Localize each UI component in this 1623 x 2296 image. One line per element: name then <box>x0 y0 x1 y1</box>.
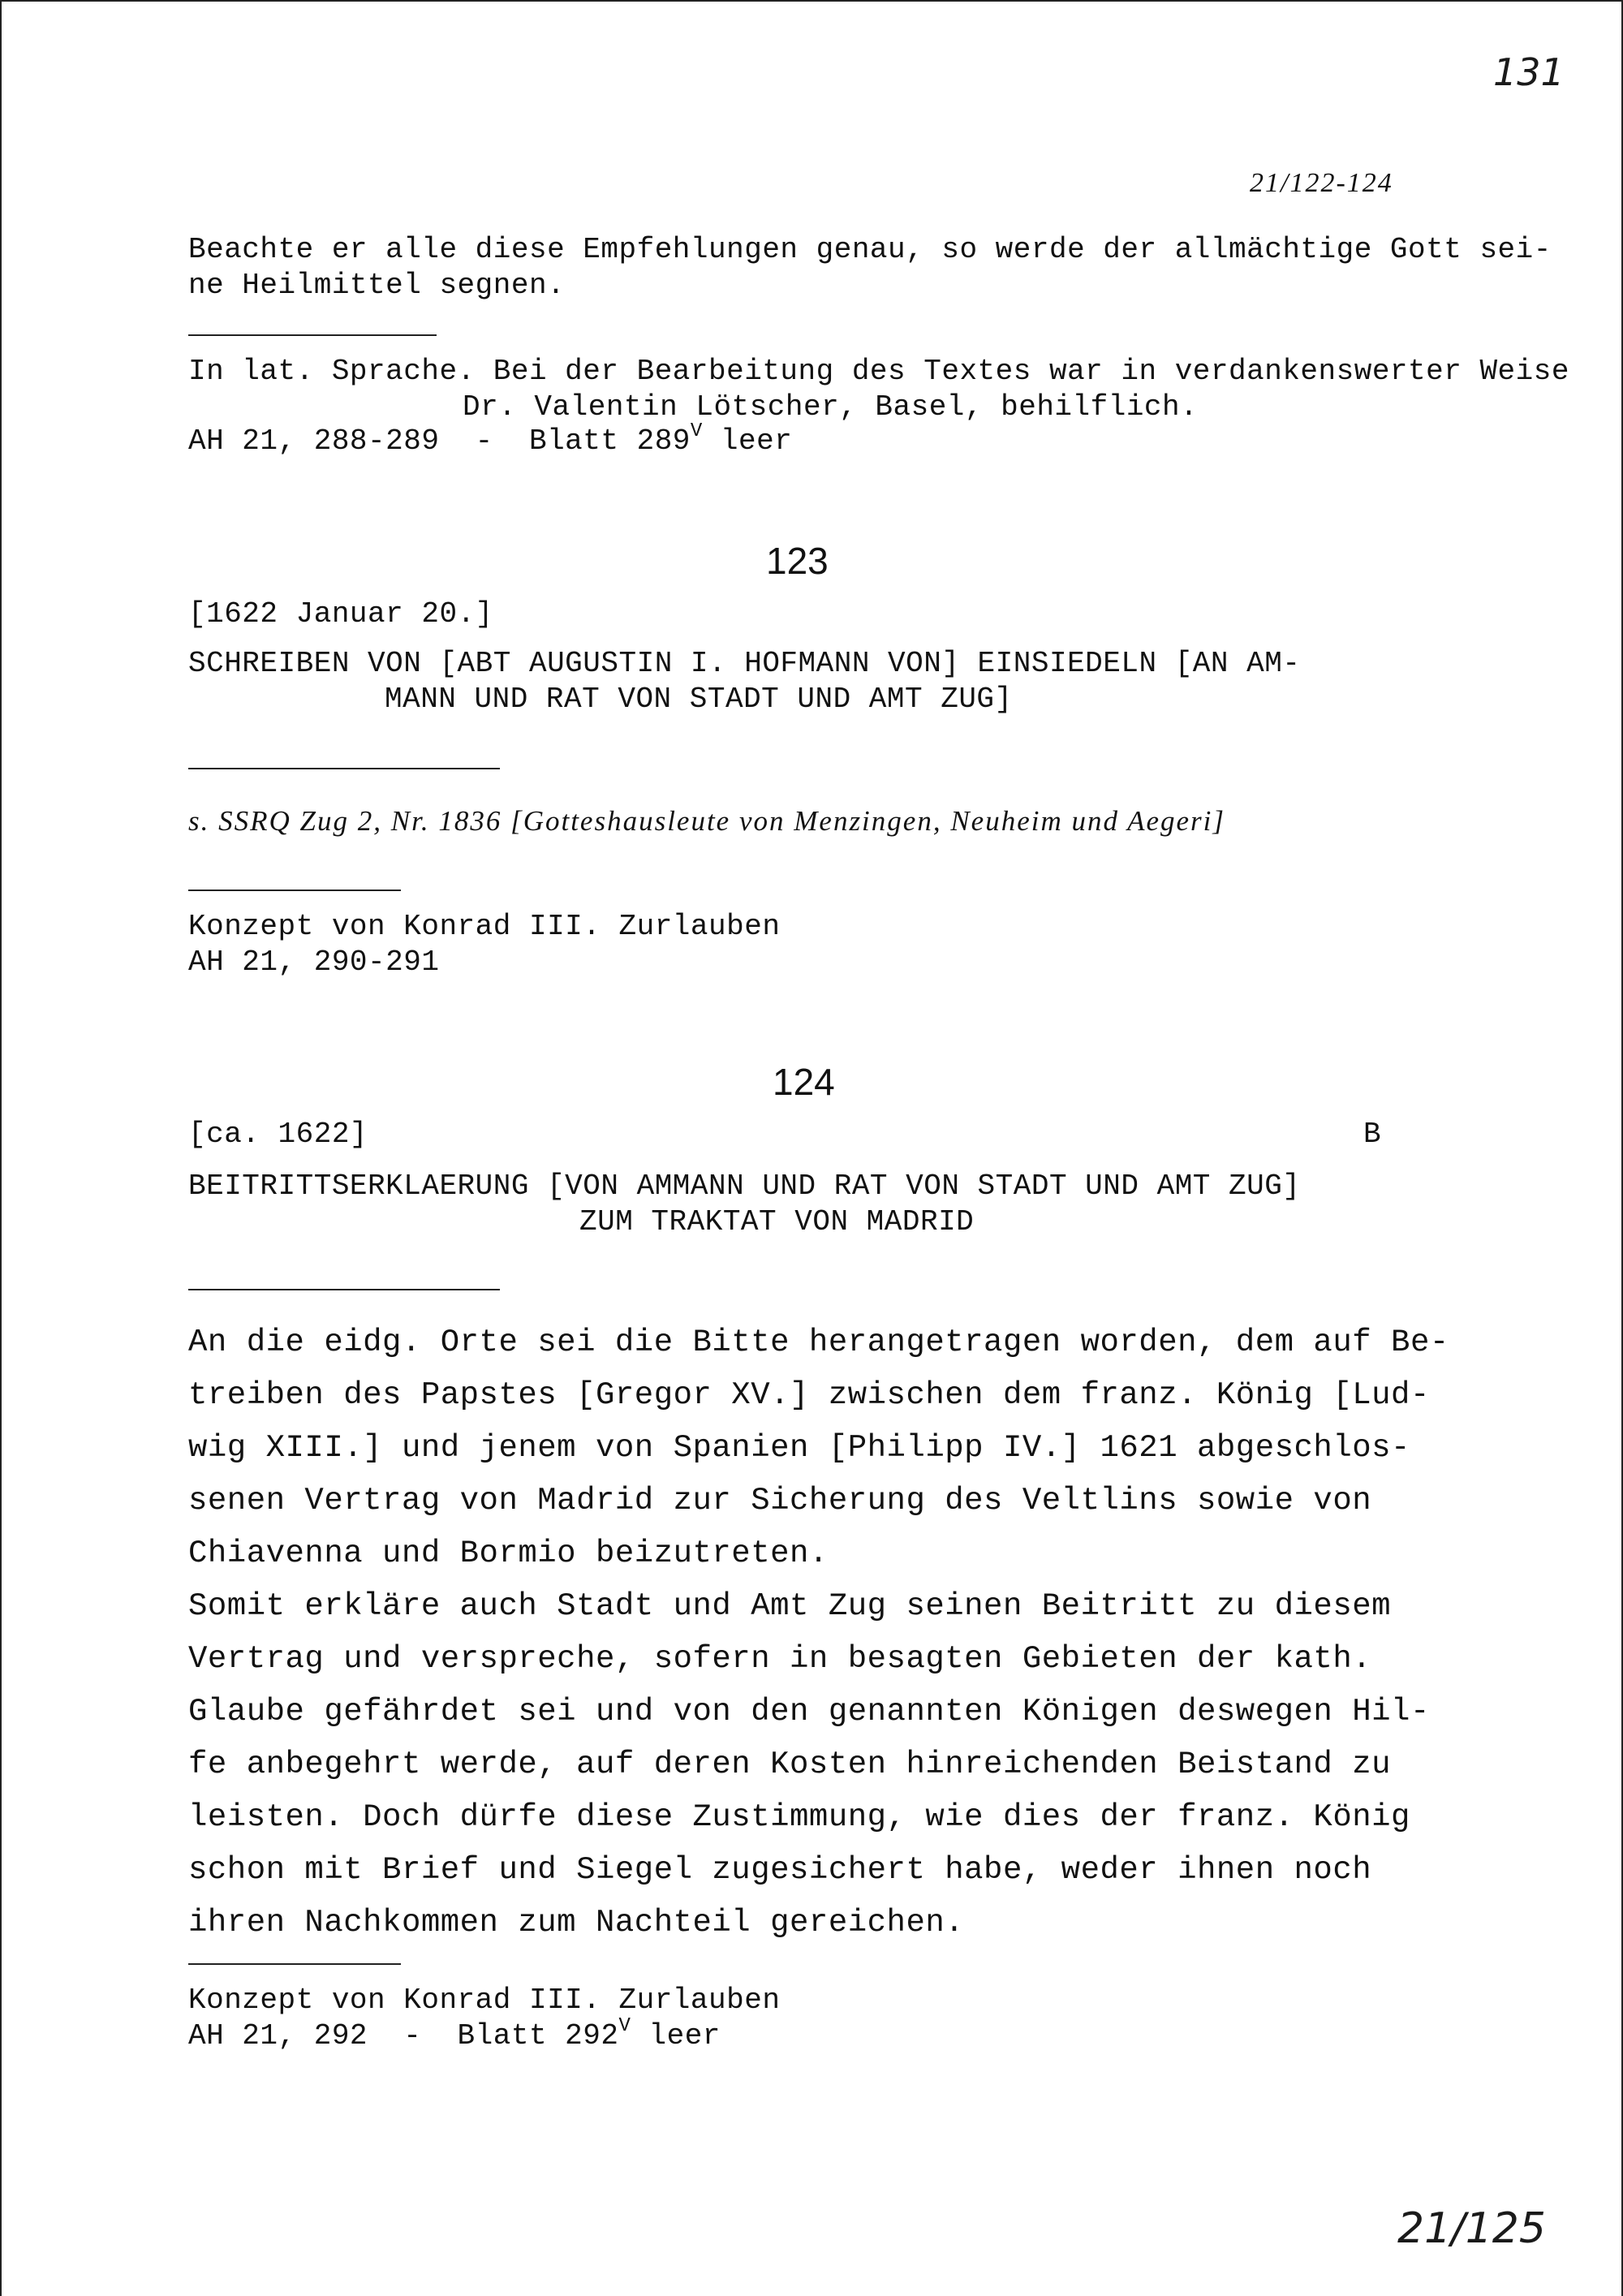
body-line: ihren Nachkommen zum Nachteil gereichen. <box>188 1905 965 1941</box>
body-line: Vertrag und verspreche, sofern in besagten Gebieten der kath. <box>188 1641 1372 1677</box>
intro-line-2: ne Heilmittel segnen. <box>188 269 566 302</box>
note-122-line-3: AH 21, 288-289 - Blatt $289^V$ leer <box>188 420 793 458</box>
divider <box>188 890 401 891</box>
page-border-top <box>0 0 1623 2</box>
note-122-line-2: Dr. Valentin Lötscher, Basel, behilflich. <box>463 390 1199 424</box>
body-line: Chiavenna und Bormio beizutreten. <box>188 1536 829 1571</box>
document-124-mark: B <box>1363 1118 1382 1151</box>
document-123-source-1: Konzept von Konrad III. Zurlauben <box>188 910 781 943</box>
body-line: wig XIII.] und jenem von Spanien [Philipp IV.] 1621 abgeschlos- <box>188 1430 1410 1466</box>
document-124-date: [ca. 1622] <box>188 1118 368 1151</box>
document-123-title-2: MANN UND RAT VON STADT UND AMT ZUG] <box>385 683 1013 716</box>
body-line: treiben des Papstes [Gregor XV.] zwischen dem franz. König [Lud- <box>188 1377 1430 1413</box>
intro-line-1: Beachte er alle diese Empfehlungen genau, so werde der allmächtige Gott sei- <box>188 233 1552 266</box>
body-line: Somit erkläre auch Stadt und Amt Zug seinen Beitritt zu diesem <box>188 1588 1392 1624</box>
body-line: fe anbegehrt werde, auf deren Kosten hinreichenden Beistand zu <box>188 1747 1392 1782</box>
divider <box>188 334 437 336</box>
body-line: Glaube gefährdet sei und von den genannten Königen deswegen Hil- <box>188 1694 1430 1730</box>
divider <box>188 1963 401 1965</box>
document-124-title-1: BEITRITTSERKLAERUNG [VON AMMANN UND RAT VON STADT UND AMT ZUG] <box>188 1170 1301 1203</box>
document-123-source-2: AH 21, 290-291 <box>188 946 440 979</box>
document-124-title-2: ZUM TRAKTAT VON MADRID <box>579 1205 975 1238</box>
handwritten-page-number: 131 <box>1493 50 1565 94</box>
document-124-source-1: Konzept von Konrad III. Zurlauben <box>188 1984 781 2017</box>
page-border-left <box>0 0 2 2296</box>
document-123-title-1: SCHREIBEN VON [ABT AUGUSTIN I. HOFMANN VON] EINSIEDELN [AN AM- <box>188 647 1301 680</box>
document-123-reference: s. SSRQ Zug 2, Nr. 1836 [Gotteshausleute von Menzingen, Neuheim und Aegeri] <box>188 805 1226 837</box>
body-line: schon mit Brief und Siegel zugesichert habe, weder ihnen noch <box>188 1852 1372 1888</box>
handwritten-folio-number: 21/125 <box>1397 2204 1546 2253</box>
document-number-124: 124 <box>773 1061 835 1103</box>
divider <box>188 1289 500 1290</box>
document-124-source-2: AH 21, 292 - Blatt $292^V$ leer <box>188 2015 721 2053</box>
document-number-123: 123 <box>766 540 829 582</box>
document-reference: 21/122-124 <box>1250 168 1393 198</box>
document-123-date: [1622 Januar 20.] <box>188 597 493 631</box>
body-line: leisten. Doch dürfe diese Zustimmung, wie dies der franz. König <box>188 1799 1410 1835</box>
body-line: An die eidg. Orte sei die Bitte herangetragen worden, dem auf Be- <box>188 1325 1449 1360</box>
body-line: senen Vertrag von Madrid zur Sicherung des Veltlins sowie von <box>188 1483 1372 1518</box>
note-122-line-1: In lat. Sprache. Bei der Bearbeitung des Textes war in verdankenswerter Weise <box>188 355 1569 388</box>
divider <box>188 768 500 769</box>
